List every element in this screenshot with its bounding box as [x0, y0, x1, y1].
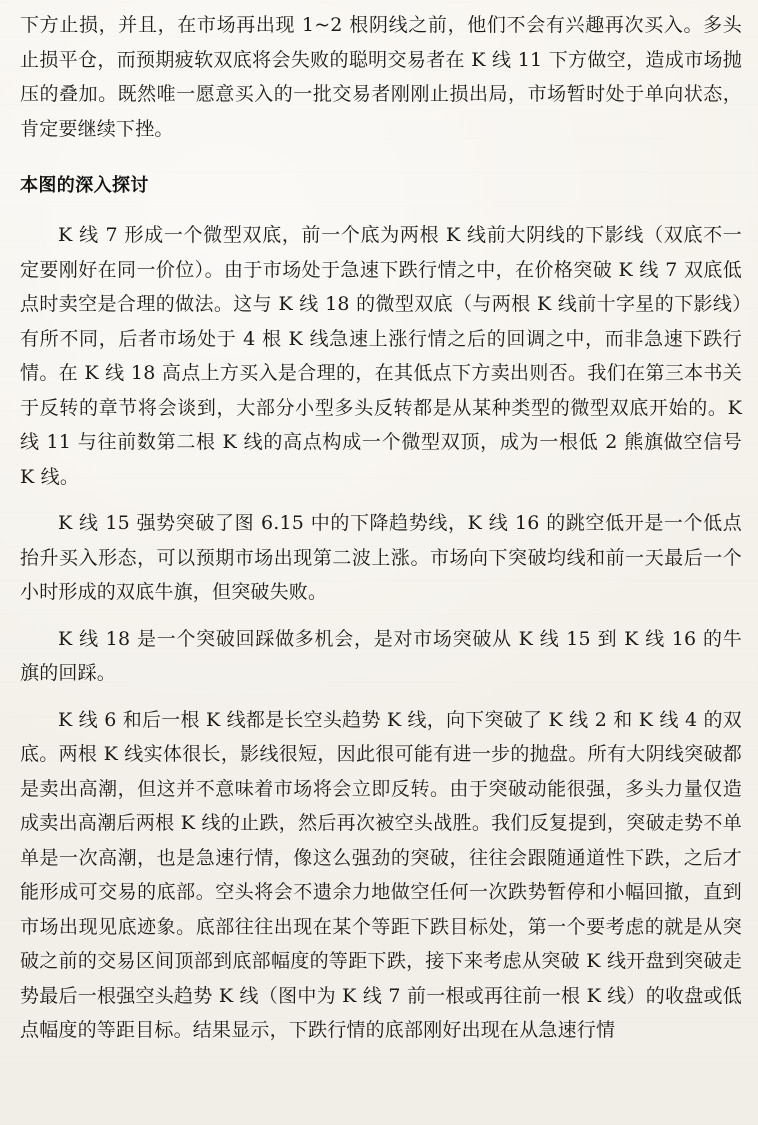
analysis-paragraph-4: K 线 6 和后一根 K 线都是长空头趋势 K 线，向下突破了 K 线 2 和 K 线 4 的双底。两根 K 线实体很长，影线很短，因此很可能有进一步的抛盘。所有大阴线突破都是卖出高潮，但这并不意味着市场将会立即反转。由于突破动能很强，多头力量仅造成卖出高潮后两根 K 线的止跌，然后再次被空头战胜。我们反复提到，突破走势不单单是一次高潮，也是急速行情，像这么强劲的突破，往往会跟随通道性下跌，之后才能形成可交易的底部。空头将会不遗余力地做空任何一次跌势暂停和小幅回撤，直到市场出现见底迹象。底部往往出现在某个等距下跌目标处，第一个要考虑的就是从突破之前的交易区间顶部到底部幅度的等距下跌，接下来考虑从突破 K 线开盘到突破走势最后一根强空头趋势 K 线（图中为 K 线 7 前一根或再往前一根 K 线）的收盘或低点幅度的等距目标。结果显示，下跌行情的底部刚好出现在从急速行情: [20, 708, 742, 1041]
section-heading: 本图的深入探讨: [20, 175, 149, 196]
analysis-paragraph-2: K 线 15 强势突破了图 6.15 中的下降趋势线，K 线 16 的跳空低开是一个低点抬升买入形态，可以预期市场出现第二波上涨。市场向下突破均线和前一天最后一个小时形成的双底牛旗，但突破失败。: [20, 512, 742, 603]
analysis-paragraph-1: K 线 7 形成一个微型双底，前一个底为两根 K 线前大阴线的下影线（双底不一定要刚好在同一价位）。由于市场处于急速下跌行情之中，在价格突破 K 线 7 双底低点时卖空是合理的做法。这与 K 线 18 的微型双底（与两根 K 线前十字星的下影线）有所不同，后者市场处于 4 根 K 线急速上涨行情之后的回调之中，而非急速下跌行情。在 K 线 18 高点上方买入是合理的，在其低点下方卖出则否。我们在第三本书关于反转的章节将会谈到，大部分小型多头反转都是从某种类型的微型双底开始的。K 线 11 与往前数第二根 K 线的高点构成一个微型双顶，成为一根低 2 熊旗做空信号 K 线。: [20, 224, 742, 488]
analysis-paragraph-3: K 线 18 是一个突破回踩做多机会，是对市场突破从 K 线 15 到 K 线 16 的牛旗的回踩。: [20, 627, 742, 684]
opening-paragraph: 下方止损，并且，在市场再出现 1~2 根阴线之前，他们不会有兴趣再次买入。多头止损平仓，而预期疲软双底将会失败的聪明交易者在 K 线 11 下方做空，造成市场抛压的叠加。既然唯一愿意买入的一批交易者刚刚止损出局，市场暂时处于单向状态，肯定要继续下挫。: [20, 14, 742, 140]
